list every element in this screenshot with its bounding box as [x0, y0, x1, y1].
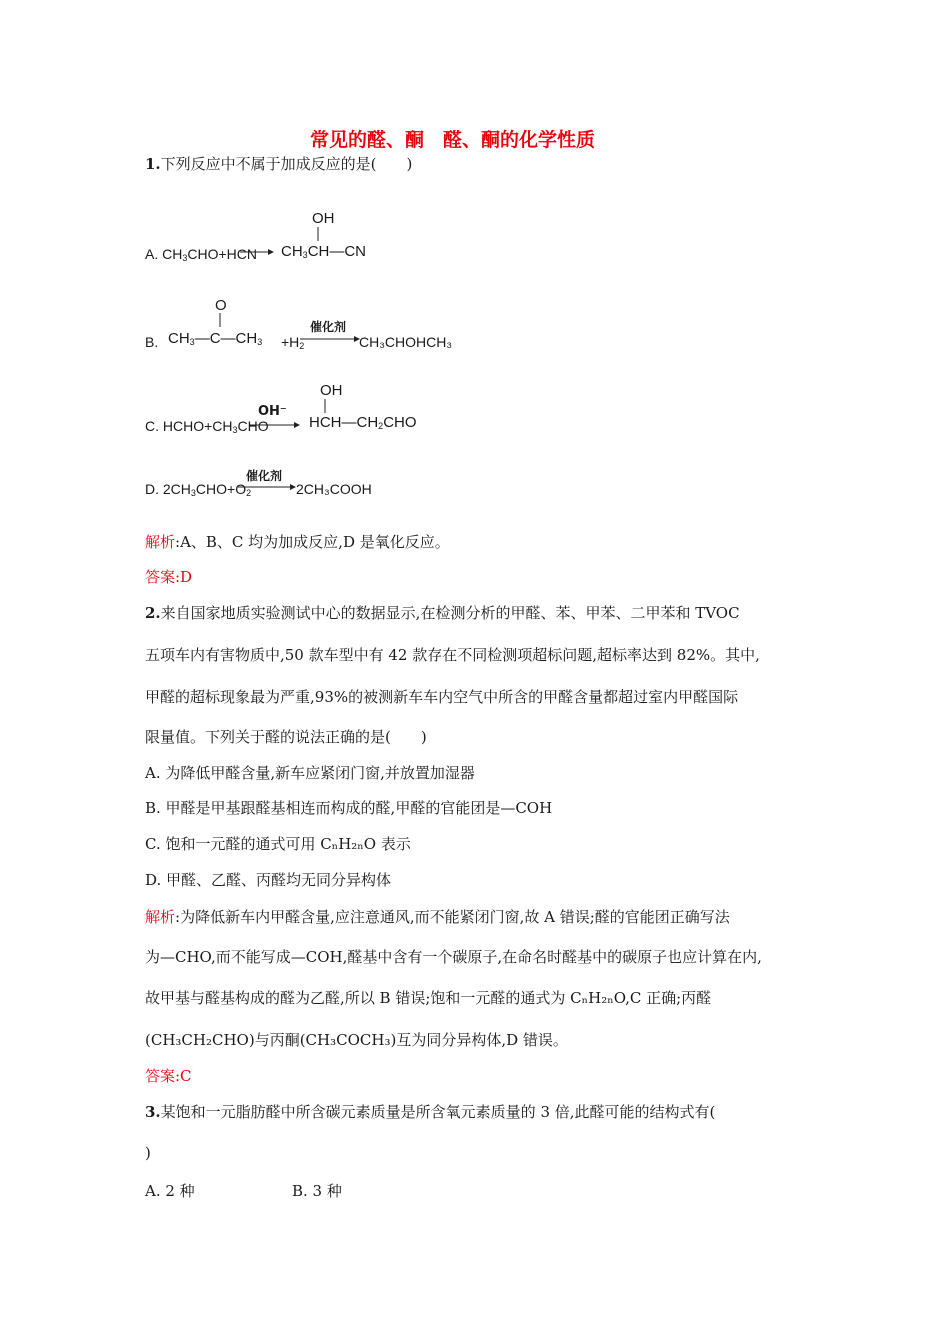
option-a-product-oh: OH — [312, 210, 335, 227]
subscript: 3 — [257, 337, 263, 347]
reaction-arrow — [238, 244, 278, 260]
answer-2: 答案:C — [145, 1067, 192, 1085]
answer-1: 答案:D — [145, 568, 193, 586]
formula-part: +H — [281, 334, 300, 350]
analysis-2-line-2: 为—CHO,而不能写成—COH,醛基中含有一个碳原子,在命名时醛基中的碳原子也应计算在内, — [145, 948, 762, 966]
analysis-text: :A、B、C 均为加成反应,D 是氧化反应。 — [175, 533, 450, 551]
option-a-product — [281, 243, 366, 260]
option-d: D. 甲醛、乙醛、丙醛均无同分异构体 — [145, 871, 392, 889]
option-b-product: CH₃CHOHCH₃ — [359, 334, 453, 350]
double-bond — [219, 313, 223, 329]
reaction-arrow — [250, 418, 302, 432]
question-2-line-2: 五项车内有害物质中,50 款车型中有 42 款存在不同检测项超标问题,超标率达到 82%。其中, — [145, 646, 760, 664]
subscript: 2 — [378, 421, 384, 431]
question-3-line-1 — [145, 1102, 715, 1122]
question-3-line-2: ) — [145, 1144, 151, 1162]
subscript: 2 — [246, 488, 252, 498]
page-title: 常见的醛、酮 醛、酮的化学性质 — [310, 129, 596, 151]
formula-part: CHO+O — [195, 481, 247, 497]
subscript: 2 — [299, 341, 305, 351]
option-b: B. 3 种 — [292, 1182, 342, 1200]
question-number: 1. — [145, 155, 161, 173]
formula-part: HCH—CH — [309, 414, 379, 431]
option-c-product-oh: OH — [320, 382, 343, 399]
question-2-line-1 — [145, 603, 740, 623]
question-text: 下列反应中不属于加成反应的是( ) — [160, 155, 413, 173]
formula-part: CHO — [237, 418, 269, 434]
analysis-2-line-3: 故甲基与醛基构成的醛为乙醛,所以 B 错误;饱和一元醛的通式为 CₙH₂ₙO,C 正确;丙醛 — [145, 989, 712, 1007]
option-b-label: B. — [145, 334, 159, 350]
subscript: 3 — [302, 250, 308, 260]
question-text: 某饱和一元脂肪醛中所含碳元素质量是所含氧元素质量的 3 倍,此醛可能的结构式有( — [160, 1103, 716, 1121]
question-2-line-4: 限量值。下列关于醛的说法正确的是( ) — [145, 728, 427, 746]
acetone-left — [168, 330, 262, 347]
formula-part: A. CH — [145, 246, 183, 262]
subscript: 3 — [189, 337, 195, 347]
option-a: A. 为降低甲醛含量,新车应紧闭门窗,并放置加湿器 — [145, 764, 475, 782]
option-b: B. 甲醛是甲基跟醛基相连而构成的醛,甲醛的官能团是—COH — [145, 799, 553, 817]
option-d-product: 2CH₃COOH — [296, 481, 372, 497]
subscript: 3 — [190, 488, 196, 498]
formula-part: CHO — [383, 414, 417, 431]
catalyst-label: 催化剂 — [310, 320, 347, 334]
reaction-arrow — [300, 332, 362, 346]
option-c: C. 饱和一元醛的通式可用 CₙH₂ₙO 表示 — [145, 835, 411, 853]
question-1-stem — [145, 154, 412, 174]
catalyst-label: 催化剂 — [246, 469, 283, 483]
ketone-oxygen: O — [215, 297, 227, 314]
formula-part: CH—CN — [307, 243, 367, 260]
question-2-line-3: 甲醛的超标现象最为严重,93%的被测新车车内空气中所含的甲醛含量都超过室内甲醛国际 — [145, 688, 739, 706]
analysis-text: :为降低新车内甲醛含量,应注意通风,而不能紧闭门窗,故 A 错误;醛的官能团正确写法 — [175, 908, 730, 926]
analysis-label: 解析 — [145, 908, 176, 926]
formula-part: CH — [235, 330, 258, 347]
analysis-1 — [145, 532, 450, 552]
question-number: 2. — [145, 604, 161, 622]
question-text: 来自国家地质实验测试中心的数据显示,在检测分析的甲醛、苯、甲苯、二甲苯和 TVOC — [160, 604, 740, 622]
formula-part: C. HCHO+CH — [145, 418, 233, 434]
condition-label: OH⁻ — [258, 404, 287, 419]
bond-line — [317, 227, 321, 243]
question-number: 3. — [145, 1103, 161, 1121]
formula-part: CHO+HCN — [187, 246, 257, 262]
formula-part: CH — [168, 330, 190, 347]
analysis-2-line-4: (CH₃CH₂CHO)与丙酮(CH₃COCH₃)互为同分异构体,D 错误。 — [145, 1031, 568, 1049]
formula-part: D. 2CH — [145, 481, 191, 497]
analysis-label: 解析 — [145, 533, 176, 551]
subscript: 3 — [232, 425, 238, 435]
formula-part: CH — [281, 243, 303, 260]
reaction-arrow — [238, 480, 298, 494]
option-a: A. 2 种 — [145, 1182, 195, 1200]
subscript: 3 — [182, 253, 188, 263]
bond-line — [324, 399, 328, 415]
formula-part: —C— — [194, 330, 236, 347]
option-d-reactants — [145, 481, 251, 497]
analysis-2-line-1 — [145, 907, 730, 927]
option-c-product — [309, 414, 417, 431]
